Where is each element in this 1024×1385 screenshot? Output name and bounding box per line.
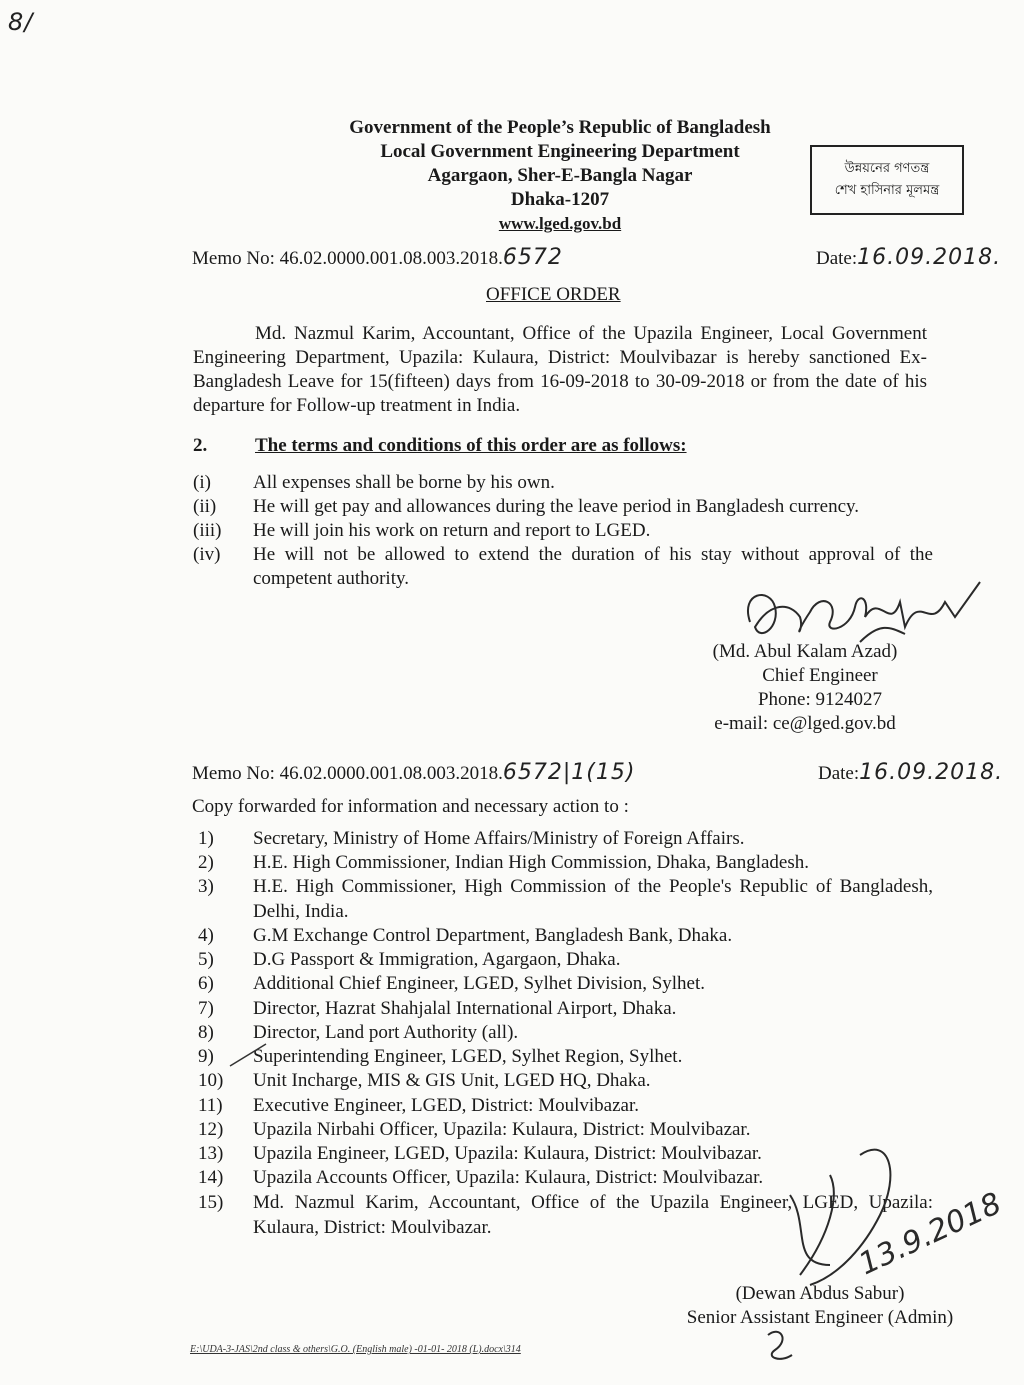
terms-item-number: (iv) [193, 544, 221, 565]
terms-item-number: (iii) [193, 520, 222, 541]
copy-item-text: Md. Nazmul Karim, Accountant, Office of the Upazila Engineer, LGED, Upazila: Kulaura, District: Moulvibazar. [253, 1192, 933, 1238]
terms-item-text: He will join his work on return and report to LGED. [253, 520, 651, 541]
copy-item-text: Secretary, Ministry of Home Affairs/Ministry of Foreign Affairs. [253, 828, 745, 849]
header-dept-line: Local Government Engineering Department [380, 141, 740, 162]
copy-item-number: 4) [198, 925, 214, 946]
copy-list-item [198, 827, 933, 852]
terms-item [193, 519, 933, 543]
chief-engineer-name: (Md. Abul Kalam Azad) [712, 641, 898, 662]
copy-item-number: 12) [198, 1119, 224, 1140]
copy-item-number: 15) [198, 1192, 224, 1213]
copy-item-text: Upazila Nirbahi Officer, Upazila: Kulaura, District: Moulvibazar. [253, 1119, 751, 1140]
copy-item-number: 14) [198, 1167, 224, 1188]
copy-item-number: 8) [198, 1022, 214, 1043]
copy-item-text: Executive Engineer, LGED, District: Moulvibazar. [253, 1095, 639, 1116]
copy-item-number: 9) [198, 1046, 214, 1067]
copy-item-text: D.G Passport & Immigration, Agargaon, Dhaka. [253, 949, 621, 970]
copy-list-item [198, 924, 933, 949]
slogan-line-2: শেখ হাসিনার মূলমন্ত্র [834, 183, 940, 198]
header-website: www.lged.gov.bd [498, 214, 622, 233]
order-body-paragraph: Md. Nazmul Karim, Accountant, Office of the Upazila Engineer, Local Government Engineering Department, Upazila: Kulaura, District: Moulvibazar is hereby sanctioned Ex-Bangladesh Leave for 15(fifteen) days from 16-09-2018 to 30-09-2018 or from the date of his departure for Follow-up treatment in India. [193, 323, 927, 416]
header-govt-line: Government of the People’s Republic of Bangladesh [349, 117, 771, 138]
terms-heading: The terms and conditions of this order are as follows: [255, 435, 687, 456]
memo-label-2: Memo No: 46.02.0000.001.08.003.2018. [192, 763, 503, 784]
date-label-2: Date: [818, 763, 860, 784]
footer-file-path: E:\UDA-3-JAS\2nd class & others\G.O. (English male) -01-01- 2018 (L).docx\314 [190, 1344, 521, 1355]
terms-item-number: (ii) [193, 496, 217, 517]
copy-list-item [198, 997, 933, 1022]
memo-label-1: Memo No: 46.02.0000.001.08.003.2018. [192, 248, 503, 269]
copy-item-text: Director, Hazrat Shahjalal International Airport, Dhaka. [253, 998, 677, 1019]
copy-list-item [198, 1045, 933, 1070]
copy-item-number: 10) [198, 1070, 224, 1091]
copy-item-text: H.E. High Commissioner, Indian High Commission, Dhaka, Bangladesh. [253, 852, 810, 873]
copy-list-item [198, 851, 933, 876]
handwritten-date-1: 16.09.2018. [857, 245, 1002, 270]
initial-mark-icon [760, 1325, 800, 1365]
copy-item-text: H.E. High Commissioner, High Commission of the People's Republic of Bangladesh, Delhi, India. [253, 876, 933, 922]
terms-number: 2. [193, 435, 208, 456]
header-city-line: Dhaka-1207 [510, 189, 610, 210]
copy-item-text: Superintending Engineer, LGED, Sylhet Region, Sylhet. [253, 1046, 683, 1067]
chief-engineer-email: e-mail: ce@lged.gov.bd [714, 713, 896, 734]
copy-item-number: 13) [198, 1143, 224, 1164]
copy-list-item [198, 948, 933, 973]
copy-item-number: 7) [198, 998, 214, 1019]
copy-item-text: Director, Land port Authority (all). [253, 1022, 519, 1043]
office-order-title: OFFICE ORDER [486, 284, 621, 305]
handwritten-date-2: 16.09.2018. [859, 760, 1004, 785]
header-address-line: Agargaon, Sher-E-Bangla Nagar [427, 165, 693, 186]
copy-item-text: Unit Incharge, MIS & GIS Unit, LGED HQ, Dhaka. [253, 1070, 651, 1091]
copy-forwarded-intro: Copy forwarded for information and necessary action to : [192, 796, 629, 817]
memo-number-1 [192, 245, 563, 270]
memo-handwritten-number-2: 6572|1(15) [502, 760, 636, 785]
copy-list-item [198, 875, 933, 924]
copy-item-number: 6) [198, 973, 214, 994]
terms-item-text: All expenses shall be borne by his own. [253, 472, 555, 493]
terms-item-text: He will get pay and allowances during the leave period in Bangladesh currency. [253, 496, 860, 517]
page-number-mark: 8/ [8, 8, 34, 36]
signature-handwritten-date: 13.9.2018 [853, 1186, 1007, 1283]
copy-item-text: G.M Exchange Control Department, Bangladesh Bank, Dhaka. [253, 925, 733, 946]
slogan-box [810, 145, 964, 215]
date-label-1: Date: [816, 248, 858, 269]
copy-item-text: Upazila Accounts Officer, Upazila: Kulaura, District: Moulvibazar. [253, 1167, 764, 1188]
copy-list-item [198, 1069, 933, 1094]
senior-engineer-signature [770, 1135, 1010, 1295]
terms-item-text: He will not be allowed to extend the duration of his stay without approval of the competent authority. [253, 544, 933, 589]
terms-item [193, 495, 933, 519]
chief-engineer-phone: Phone: 9124027 [757, 689, 883, 710]
memo-handwritten-number-1: 6572 [502, 245, 563, 270]
senior-engineer-title: Senior Assistant Engineer (Admin) [686, 1307, 954, 1328]
tick-mark-icon [228, 1040, 268, 1070]
terms-item [193, 471, 933, 495]
copy-item-number: 11) [198, 1095, 223, 1116]
copy-list-item [198, 1021, 933, 1046]
copy-list-item [198, 1094, 933, 1119]
copy-item-number: 1) [198, 828, 214, 849]
copy-item-number: 3) [198, 876, 214, 897]
copy-list-item [198, 972, 933, 997]
copy-item-number: 5) [198, 949, 214, 970]
terms-item-number: (i) [193, 472, 211, 493]
senior-engineer-name: (Dewan Abdus Sabur) [735, 1283, 905, 1304]
chief-engineer-title: Chief Engineer [762, 665, 878, 686]
copy-item-text: Additional Chief Engineer, LGED, Sylhet Division, Sylhet. [253, 973, 706, 994]
memo-number-2 [192, 760, 635, 785]
copy-item-number: 2) [198, 852, 214, 873]
slogan-line-1: উন্নয়নের গণতন্ত্র [844, 161, 930, 176]
memo-date-1 [816, 245, 1001, 270]
copy-item-text: Upazila Engineer, LGED, Upazila: Kulaura, District: Moulvibazar. [253, 1143, 762, 1164]
memo-date-2 [818, 760, 1003, 785]
